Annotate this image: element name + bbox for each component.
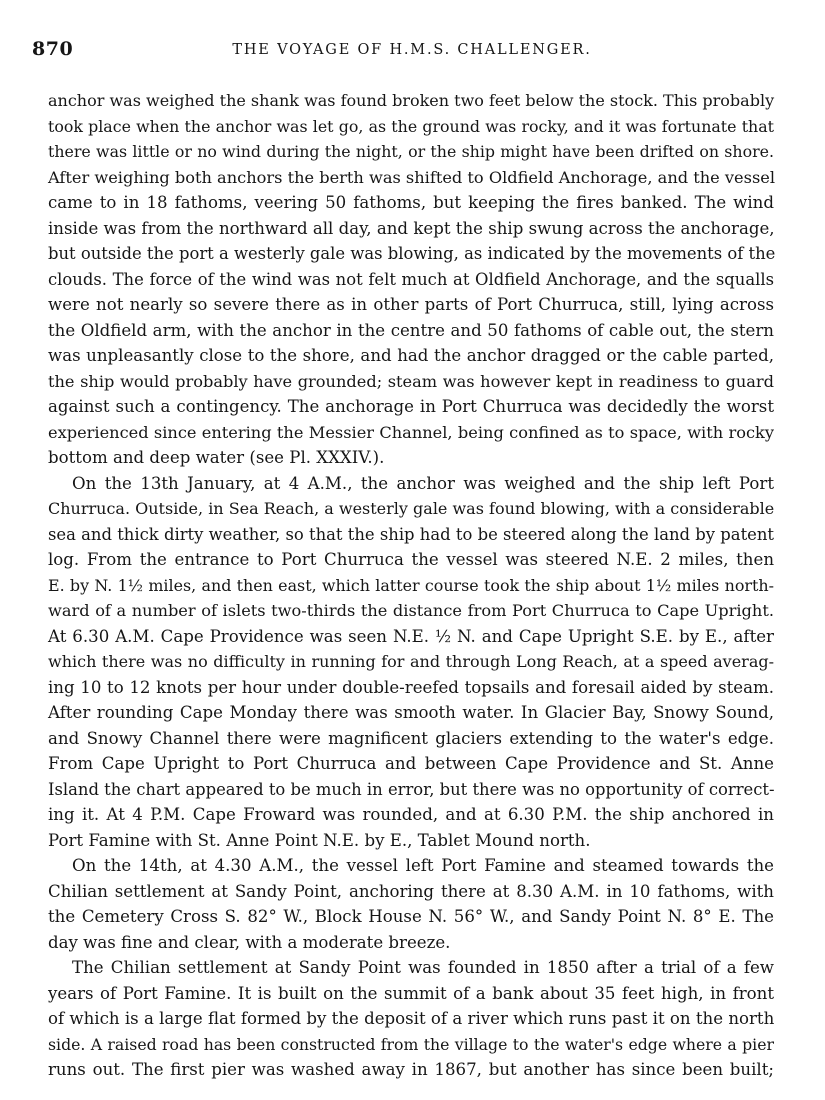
text-line: runs out. The first pier was washed away in 1867, but another has since been built; bbox=[48, 1060, 774, 1079]
page-number: 870 bbox=[32, 38, 74, 60]
text-line: took place when the anchor was let go, as the ground was rocky, and it was fortunate that bbox=[48, 116, 774, 136]
text-line: and Snowy Channel there were magnificent glaciers extending to the water's edge. bbox=[48, 728, 774, 748]
text-line: ing it. At 4 P.M. Cape Froward was rounded, and at 6.30 P.M. the ship anchored in bbox=[48, 805, 774, 824]
text-line: Port Famine with St. Anne Point N.E. by E., Tablet Mound north. bbox=[48, 830, 591, 850]
text-line: experienced since entering the Messier Channel, being confined as to space, with rocky bbox=[48, 422, 774, 442]
text-line: clouds. The force of the wind was not felt much at Oldfield Anchorage, and the squalls bbox=[48, 269, 774, 289]
text-line: against such a contingency. The anchorage in Port Churruca was decidedly the worst bbox=[48, 397, 774, 416]
text-line: the Cemetery Cross S. 82° W., Block House N. 56° W., and Sandy Point N. 8° E. The bbox=[48, 907, 774, 926]
text-line: years of Port Famine. It is built on the summit of a bank about 35 feet high, in front bbox=[48, 983, 774, 1003]
text-line: which there was no difficulty in running for and through Long Reach, at a speed averag- bbox=[48, 652, 774, 671]
text-line: ward of a number of islets two-thirds the distance from Port Churruca to Cape Upright. bbox=[48, 601, 774, 620]
text-line: of which is a large flat formed by the deposit of a river which runs past it on the north bbox=[48, 1009, 775, 1028]
text-line: side. A raised road has been constructed from the village to the water's edge where a pier bbox=[48, 1034, 774, 1054]
running-title: THE VOYAGE OF H.M.S. CHALLENGER. bbox=[232, 42, 592, 58]
text-line: inside was from the northward all day, and kept the ship swung across the anchorage, bbox=[48, 218, 775, 238]
text-line: log. From the entrance to Port Churruca the vessel was steered N.E. 2 miles, then bbox=[48, 550, 774, 569]
text-line: On the 13th January, at 4 A.M., the anchor was weighed and the ship left Port bbox=[72, 473, 774, 493]
text-line: Island the chart appeared to be much in error, but there was no opportunity of correct- bbox=[48, 779, 775, 799]
text-line: At 6.30 A.M. Cape Providence was seen N.E. ½ N. and Cape Upright S.E. by E., after bbox=[48, 626, 774, 646]
body-text bbox=[48, 88, 774, 1083]
text-line: sea and thick dirty weather, so that the ship had to be steered along the land by patent bbox=[48, 524, 774, 544]
text-line: there was little or no wind during the night, or the ship might have been drifted on shore. bbox=[48, 142, 774, 161]
text-line: The Chilian settlement at Sandy Point was founded in 1850 after a trial of a few bbox=[72, 958, 774, 977]
text-line: the ship would probably have grounded; steam was however kept in readiness to guard bbox=[48, 371, 774, 391]
text-line: On the 14th, at 4.30 A.M., the vessel left Port Famine and steamed towards the bbox=[72, 856, 774, 875]
text-line: but outside the port a westerly gale was blowing, as indicated by the movements of the bbox=[48, 244, 776, 263]
text-line: Churruca. Outside, in Sea Reach, a westerly gale was found blowing, with a considerable bbox=[48, 499, 775, 518]
text-line: the Oldfield arm, with the anchor in the centre and 50 fathoms of cable out, the stern bbox=[48, 320, 774, 340]
text-line: From Cape Upright to Port Churruca and between Cape Providence and St. Anne bbox=[48, 754, 774, 773]
text-line: After weighing both anchors the berth was shifted to Oldfield Anchorage, and the vessel bbox=[48, 167, 776, 187]
text-line: anchor was weighed the shank was found broken two feet below the stock. This probably bbox=[48, 91, 775, 110]
text-line: were not nearly so severe there as in other parts of Port Churruca, still, lying across bbox=[48, 295, 774, 314]
text-line: was unpleasantly close to the shore, and had the anchor dragged or the cable parted, bbox=[48, 346, 774, 365]
text-line: After rounding Cape Monday there was smooth water. In Glacier Bay, Snowy Sound, bbox=[48, 703, 774, 722]
text-line: ing 10 to 12 knots per hour under double-reefed topsails and foresail aided by steam. bbox=[48, 677, 774, 697]
text-line: Chilian settlement at Sandy Point, anchoring there at 8.30 A.M. in 10 fathoms, with bbox=[48, 881, 774, 901]
text-line: E. by N. 1½ miles, and then east, which latter course took the ship about 1½ miles north- bbox=[48, 575, 774, 595]
text-line: came to in 18 fathoms, veering 50 fathoms, but keeping the fires banked. The wind bbox=[48, 193, 774, 212]
page-header bbox=[32, 38, 792, 68]
text-line: bottom and deep water (see Pl. XXXIV.). bbox=[48, 448, 385, 467]
text-line: day was fine and clear, with a moderate breeze. bbox=[48, 932, 451, 952]
